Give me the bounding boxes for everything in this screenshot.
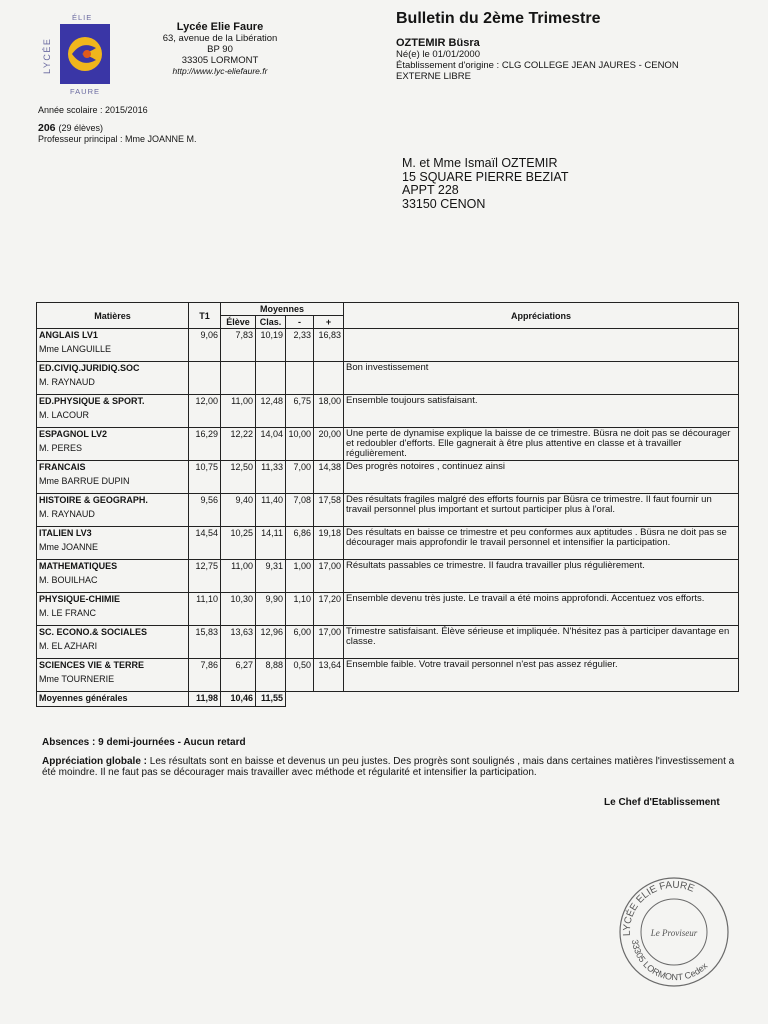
grade-min: 7,08 bbox=[286, 494, 314, 527]
subject-name: MATHEMATIQUES bbox=[39, 561, 118, 571]
subject-teacher: M. RAYNAUD bbox=[39, 377, 95, 387]
table-row bbox=[37, 494, 739, 527]
grade-min: 7,00 bbox=[286, 461, 314, 494]
signature-title: Le Chef d'Etablissement bbox=[604, 797, 720, 808]
subject-cell bbox=[37, 329, 189, 362]
subject-cell bbox=[37, 593, 189, 626]
table-row bbox=[37, 593, 739, 626]
global-appreciation-label: Appréciation globale : bbox=[42, 756, 148, 767]
subject-teacher: M. BOUILHAC bbox=[39, 575, 98, 585]
subject-name: ANGLAIS LV1 bbox=[39, 330, 98, 340]
global-appreciation-text: Les résultats sont en baisse et devenus un peu justes. Des progrès sont soulignés , mais dans certaines matières l'investissement a été moindre. Il ne faut pas se décourager mais travailler avec méthode et régularité et intensifier la participation. bbox=[42, 756, 735, 778]
grade-eleve bbox=[221, 362, 256, 395]
table-row bbox=[37, 461, 739, 494]
grade-classe: 12,48 bbox=[256, 395, 286, 428]
grade-min: 6,75 bbox=[286, 395, 314, 428]
grade-t1: 10,75 bbox=[189, 461, 221, 494]
subject-name: FRANCAIS bbox=[39, 462, 86, 472]
student-info bbox=[396, 38, 736, 82]
appreciation-cell bbox=[344, 329, 739, 362]
header-min: - bbox=[286, 316, 314, 329]
grade-classe: 14,04 bbox=[256, 428, 286, 461]
subject-teacher: M. RAYNAUD bbox=[39, 509, 95, 519]
header-appreciations: Appréciations bbox=[344, 303, 739, 329]
grade-eleve: 6,27 bbox=[221, 659, 256, 692]
grade-t1: 14,54 bbox=[189, 527, 221, 560]
subject-name: HISTOIRE & GEOGRAPH. bbox=[39, 495, 148, 505]
appreciation-cell: Ensemble devenu très juste. Le travail a été moins approfondi. Accentuez vos efforts. bbox=[344, 593, 739, 626]
class-code: 206 bbox=[38, 121, 56, 134]
averages-empty-cell bbox=[314, 692, 344, 707]
grade-min: 2,33 bbox=[286, 329, 314, 362]
grades-table bbox=[36, 302, 739, 707]
grade-t1: 11,10 bbox=[189, 593, 221, 626]
appreciation-cell: Bon investissement bbox=[344, 362, 739, 395]
grade-eleve: 11,00 bbox=[221, 560, 256, 593]
subject-name: SCIENCES VIE & TERRE bbox=[39, 660, 145, 670]
grade-min: 6,86 bbox=[286, 527, 314, 560]
grade-min: 1,10 bbox=[286, 593, 314, 626]
address-line: APPT 228 bbox=[402, 183, 459, 197]
class-line bbox=[38, 123, 197, 135]
subject-name: PHYSIQUE-CHIMIE bbox=[39, 594, 121, 604]
subject-cell bbox=[37, 494, 189, 527]
grade-max: 17,20 bbox=[314, 593, 344, 626]
grade-t1: 7,86 bbox=[189, 659, 221, 692]
grade-t1: 9,06 bbox=[189, 329, 221, 362]
subject-teacher: M. PERES bbox=[39, 443, 83, 453]
grade-t1: 12,00 bbox=[189, 395, 221, 428]
class-meta bbox=[38, 105, 197, 146]
subject-name: ED.CIVIQ.JURIDIQ.SOC bbox=[39, 363, 140, 373]
grade-eleve: 9,40 bbox=[221, 494, 256, 527]
subject-cell bbox=[37, 461, 189, 494]
appreciation-cell: Résultats passables ce trimestre. Il faudra travailler plus régulièrement. bbox=[344, 560, 739, 593]
student-birthdate: Né(e) le 01/01/2000 bbox=[396, 49, 480, 60]
school-year: Année scolaire : 2015/2016 bbox=[38, 105, 148, 115]
subject-cell bbox=[37, 395, 189, 428]
averages-label: Moyennes générales bbox=[37, 692, 189, 707]
grade-min: 1,00 bbox=[286, 560, 314, 593]
table-row bbox=[37, 362, 739, 395]
subject-teacher: Mme JOANNE bbox=[39, 542, 99, 552]
grade-eleve: 11,00 bbox=[221, 395, 256, 428]
school-logo bbox=[30, 12, 150, 96]
grade-min: 0,50 bbox=[286, 659, 314, 692]
school-address-line: 33305 LORMONT bbox=[181, 55, 259, 66]
absences: Absences : 9 demi-journées - Aucun retard bbox=[42, 737, 246, 748]
subject-name: SC. ECONO.& SOCIALES bbox=[39, 627, 148, 637]
grade-eleve: 7,83 bbox=[221, 329, 256, 362]
grade-classe: 9,90 bbox=[256, 593, 286, 626]
grade-t1: 12,75 bbox=[189, 560, 221, 593]
table-row bbox=[37, 560, 739, 593]
grade-t1: 16,29 bbox=[189, 428, 221, 461]
class-count: (29 élèves) bbox=[58, 122, 103, 133]
grade-eleve: 10,25 bbox=[221, 527, 256, 560]
table-row bbox=[37, 395, 739, 428]
logo-bottom-text: FAURE bbox=[70, 87, 101, 96]
subject-cell bbox=[37, 428, 189, 461]
address-line: M. et Mme Ismaïl OZTEMIR bbox=[402, 156, 558, 170]
address-line: 15 SQUARE PIERRE BEZIAT bbox=[402, 169, 569, 184]
grade-max: 17,00 bbox=[314, 626, 344, 659]
grade-classe: 8,88 bbox=[256, 659, 286, 692]
subject-teacher: Mme BARRUE DUPIN bbox=[39, 476, 130, 486]
grade-max: 16,83 bbox=[314, 329, 344, 362]
subject-teacher: M. LACOUR bbox=[39, 410, 90, 420]
grade-max bbox=[314, 362, 344, 395]
averages-t1: 11,98 bbox=[189, 692, 221, 707]
grade-classe bbox=[256, 362, 286, 395]
grade-classe: 12,96 bbox=[256, 626, 286, 659]
grade-max: 19,18 bbox=[314, 527, 344, 560]
header-classe: Clas. bbox=[256, 316, 286, 329]
table-row bbox=[37, 329, 739, 362]
subject-teacher: M. LE FRANC bbox=[39, 608, 97, 618]
grade-t1: 9,56 bbox=[189, 494, 221, 527]
school-info bbox=[150, 22, 290, 77]
subject-cell bbox=[37, 659, 189, 692]
stamp-top-text: LYCÉE ELIE FAURE bbox=[621, 879, 696, 937]
averages-empty-cell bbox=[286, 692, 314, 707]
appreciation-cell: Ensemble faible. Votre travail personnel n'est pas assez régulier. bbox=[344, 659, 739, 692]
table-row bbox=[37, 659, 739, 692]
logo-side-text: LYCÉE bbox=[42, 37, 52, 74]
grade-max: 20,00 bbox=[314, 428, 344, 461]
parent-address bbox=[402, 157, 568, 211]
grade-max: 17,58 bbox=[314, 494, 344, 527]
subject-cell bbox=[37, 527, 189, 560]
stamp-bottom-text: 33305 LORMONT Cedex bbox=[629, 938, 710, 983]
subject-teacher: Mme TOURNERIE bbox=[39, 674, 115, 684]
appreciation-cell: Des résultats en baisse ce trimestre et peu conformes aux aptitudes . Büsra ne doit pas se décourager mais approfondir le travail personnel et intensifier la participation. bbox=[344, 527, 739, 560]
school-url: http://www.lyc-eliefaure.fr bbox=[172, 66, 268, 76]
subject-cell bbox=[37, 560, 189, 593]
grade-t1: 15,83 bbox=[189, 626, 221, 659]
school-address-line: 63, avenue de la Libération bbox=[162, 33, 278, 44]
averages-classe: 11,55 bbox=[256, 692, 286, 707]
subject-cell bbox=[37, 362, 189, 395]
grade-classe: 10,19 bbox=[256, 329, 286, 362]
grade-max: 17,00 bbox=[314, 560, 344, 593]
grade-min bbox=[286, 362, 314, 395]
grade-max: 18,00 bbox=[314, 395, 344, 428]
table-row bbox=[37, 428, 739, 461]
subject-cell bbox=[37, 626, 189, 659]
grade-min: 10,00 bbox=[286, 428, 314, 461]
averages-eleve: 10,46 bbox=[221, 692, 256, 707]
appreciation-cell: Des résultats fragiles malgré des efforts fournis par Büsra ce trimestre. Il faut fournir un travail personnel plus important et surtout participer plus à l'oral. bbox=[344, 494, 739, 527]
grade-classe: 9,31 bbox=[256, 560, 286, 593]
school-name: Lycée Elie Faure bbox=[176, 21, 264, 33]
header-subject: Matières bbox=[37, 303, 189, 329]
grade-t1 bbox=[189, 362, 221, 395]
subject-teacher: Mme LANGUILLE bbox=[39, 344, 112, 354]
header-t1: T1 bbox=[189, 303, 221, 329]
grade-max: 14,38 bbox=[314, 461, 344, 494]
subject-teacher: M. EL AZHARI bbox=[39, 641, 98, 651]
subject-name: ED.PHYSIQUE & SPORT. bbox=[39, 396, 145, 406]
address-line: 33150 CENON bbox=[402, 196, 486, 211]
grade-classe: 11,33 bbox=[256, 461, 286, 494]
appreciation-cell: Des progrès notoires , continuez ainsi bbox=[344, 461, 739, 494]
grade-eleve: 12,50 bbox=[221, 461, 256, 494]
subject-name: ITALIEN LV3 bbox=[39, 528, 92, 538]
global-appreciation bbox=[42, 756, 742, 778]
stamp-center-text: Le Proviseur bbox=[650, 928, 698, 938]
header-eleve: Élève bbox=[221, 316, 256, 329]
averages-empty-cell bbox=[344, 692, 739, 707]
grade-classe: 11,40 bbox=[256, 494, 286, 527]
subject-name: ESPAGNOL LV2 bbox=[39, 429, 108, 439]
bulletin-title: Bulletin du 2ème Trimestre bbox=[396, 10, 601, 27]
grade-eleve: 12,22 bbox=[221, 428, 256, 461]
appreciation-cell: Ensemble toujours satisfaisant. bbox=[344, 395, 739, 428]
appreciation-cell: Trimestre satisfaisant. Élève sérieuse et impliquée. N'hésitez pas à participer davantage en classe. bbox=[344, 626, 739, 659]
grade-classe: 14,11 bbox=[256, 527, 286, 560]
grade-max: 13,64 bbox=[314, 659, 344, 692]
table-row bbox=[37, 527, 739, 560]
header-moyennes: Moyennes bbox=[221, 303, 344, 316]
student-name: OZTEMIR Büsra bbox=[396, 37, 480, 49]
student-status: EXTERNE LIBRE bbox=[396, 71, 471, 82]
grade-min: 6,00 bbox=[286, 626, 314, 659]
school-stamp bbox=[608, 870, 740, 988]
averages-row bbox=[37, 692, 739, 707]
grade-eleve: 10,30 bbox=[221, 593, 256, 626]
table-row bbox=[37, 626, 739, 659]
grade-eleve: 13,63 bbox=[221, 626, 256, 659]
main-teacher: Professeur principal : Mme JOANNE M. bbox=[38, 134, 197, 144]
school-address-line: BP 90 bbox=[207, 44, 233, 55]
header-max: + bbox=[314, 316, 344, 329]
logo-top-text: ÉLIE bbox=[72, 13, 93, 22]
appreciation-cell: Une perte de dynamise explique la baisse de ce trimestre. Büsra ne doit pas se décourager et redoubler d'efforts. Elle gagnerait à être plus attentive en classe et à travailler régulièrement. bbox=[344, 428, 739, 461]
student-origin-school: Établissement d'origine : CLG COLLEGE JEAN JAURES - CENON bbox=[396, 60, 679, 71]
